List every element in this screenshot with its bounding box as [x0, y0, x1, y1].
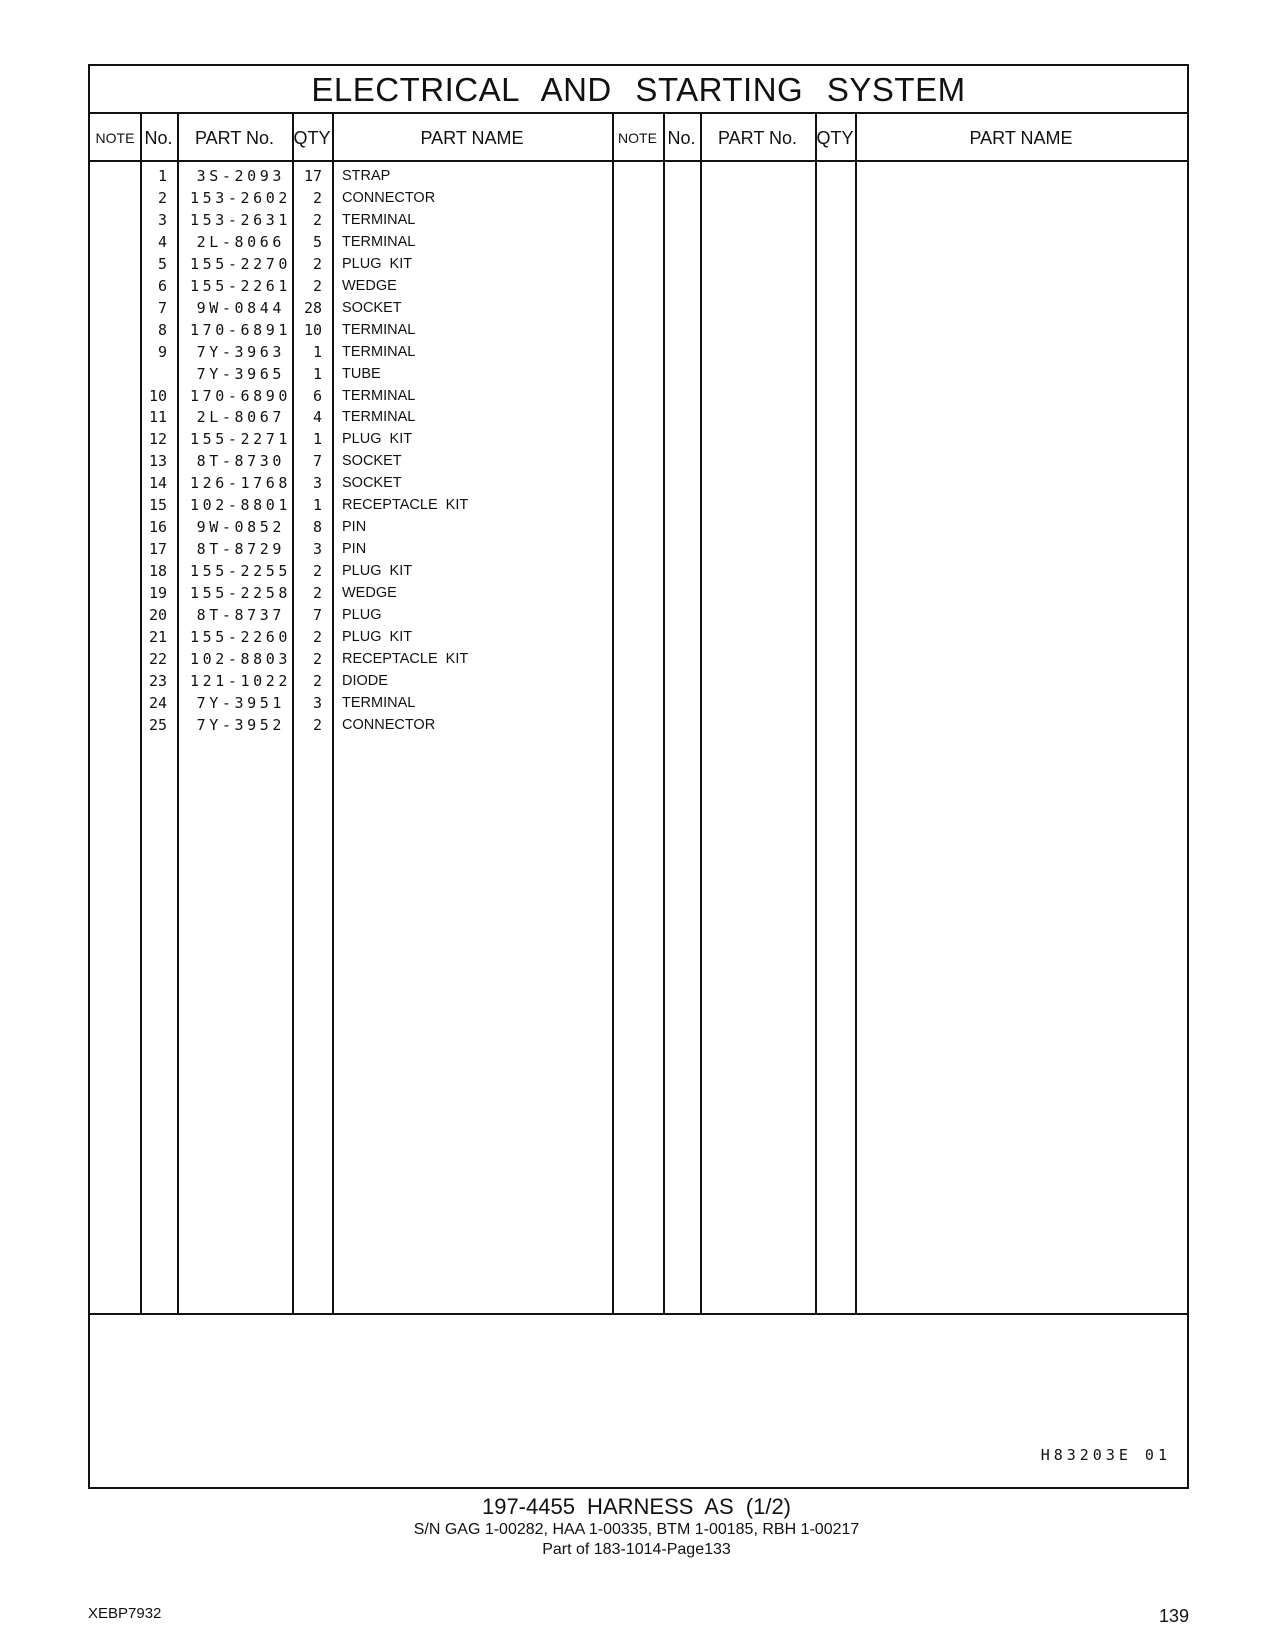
- item-number: 12: [148, 430, 167, 449]
- item-number: 24: [148, 693, 167, 712]
- part-number: 7Y-3952: [196, 715, 285, 734]
- part-number: 155-2260: [190, 627, 292, 646]
- part-number: 153-2631: [190, 210, 292, 229]
- column-divider: [663, 114, 665, 1315]
- item-number: 22: [148, 649, 167, 668]
- part-number: 7Y-3965: [196, 364, 285, 383]
- part-name: PLUG KIT: [342, 563, 413, 580]
- part-number: 155-2255: [190, 562, 292, 581]
- part-name: TERMINAL: [342, 321, 416, 338]
- header-qty-left: QTY: [293, 128, 331, 148]
- part-number: 8T-8737: [196, 606, 285, 624]
- quantity: 4: [312, 408, 322, 427]
- quantity: 3: [312, 474, 322, 493]
- column-divider: [815, 114, 817, 1315]
- table-bottom-divider: [90, 1313, 1187, 1315]
- part-name: TUBE: [342, 365, 381, 382]
- item-number: 11: [148, 408, 167, 427]
- part-name: DIODE: [342, 672, 388, 689]
- part-name: SOCKET: [342, 299, 402, 316]
- item-number: 19: [148, 584, 167, 603]
- item-number: 7: [157, 298, 167, 317]
- quantity: 2: [312, 276, 322, 295]
- item-number: 8: [157, 320, 167, 339]
- column-divider: [855, 114, 857, 1315]
- quantity: 1: [312, 364, 322, 383]
- part-number: 2L-8066: [196, 232, 285, 251]
- item-number: 15: [148, 496, 167, 515]
- quantity: 5: [312, 232, 322, 251]
- column-divider: [332, 114, 334, 1315]
- part-number: 102-8803: [190, 649, 292, 668]
- item-number: 17: [148, 540, 167, 559]
- item-number: 3: [157, 210, 167, 229]
- part-number: 102-8801: [190, 496, 292, 515]
- part-number: 170-6890: [190, 386, 292, 405]
- part-name: WEDGE: [342, 585, 397, 602]
- header-partname-right: PART NAME: [969, 128, 1073, 148]
- part-name: PLUG: [342, 607, 382, 623]
- part-number: 8T-8730: [196, 452, 285, 471]
- header-no-right: No.: [667, 128, 696, 148]
- part-number: 2L-8067: [196, 408, 285, 427]
- quantity: 2: [312, 715, 322, 734]
- part-name: PIN: [342, 519, 367, 536]
- item-number: 21: [148, 627, 167, 646]
- quantity: 8: [312, 518, 322, 537]
- part-number: 9W-0844: [196, 298, 285, 317]
- quantity: 2: [312, 584, 322, 603]
- header-note-right: NOTE: [618, 130, 657, 146]
- part-name: RECEPTACLE KIT: [342, 497, 469, 514]
- part-name: CONNECTOR: [342, 716, 436, 733]
- quantity: 2: [312, 254, 322, 273]
- part-number: 7Y-3951: [196, 693, 285, 712]
- part-number: 155-2271: [190, 430, 292, 449]
- part-number: 153-2602: [190, 188, 292, 207]
- part-name: TERMINAL: [342, 211, 416, 228]
- header-partname-left: PART NAME: [420, 128, 524, 148]
- item-number: 2: [157, 188, 167, 207]
- caption-title: 197-4455 HARNESS AS (1/2): [481, 1494, 792, 1519]
- item-number: 1: [157, 167, 167, 185]
- column-divider: [700, 114, 702, 1315]
- page-number: 139: [1158, 1606, 1189, 1626]
- quantity: 6: [312, 386, 322, 405]
- quantity: 17: [303, 167, 322, 185]
- part-name: CONNECTOR: [342, 189, 436, 206]
- header-qty-right: QTY: [816, 128, 854, 148]
- section-title: ELECTRICAL AND STARTING SYSTEM: [90, 66, 1187, 114]
- part-number: 3S-2093: [196, 167, 285, 185]
- item-number: 16: [148, 518, 167, 537]
- part-name: PLUG KIT: [342, 255, 413, 272]
- quantity: 28: [303, 298, 322, 317]
- header-partno-right: PART No.: [717, 128, 798, 148]
- item-number: 6: [157, 276, 167, 295]
- item-number: 10: [148, 386, 167, 405]
- quantity: 7: [312, 606, 322, 624]
- document-id: XEBP7932: [88, 1605, 162, 1622]
- item-number: 20: [148, 606, 167, 624]
- part-number: 126-1768: [190, 474, 292, 493]
- part-number: 121-1022: [190, 671, 292, 690]
- quantity: 2: [312, 188, 322, 207]
- parts-list-frame: [88, 64, 1189, 1489]
- part-name: PLUG KIT: [342, 628, 413, 645]
- part-number: 155-2258: [190, 584, 292, 603]
- item-number: 25: [148, 715, 167, 734]
- part-name: PLUG KIT: [342, 431, 413, 448]
- part-number: 155-2261: [190, 276, 292, 295]
- item-number: 9: [157, 342, 167, 361]
- column-divider: [612, 114, 614, 1315]
- part-name: TERMINAL: [342, 387, 416, 404]
- quantity: 2: [312, 210, 322, 229]
- part-number: 7Y-3963: [196, 342, 285, 361]
- item-number: 23: [148, 671, 167, 690]
- part-name: PIN: [342, 541, 367, 558]
- quantity: 3: [312, 693, 322, 712]
- header-partno-left: PART No.: [194, 128, 275, 148]
- part-name: TERMINAL: [342, 343, 416, 360]
- part-name: TERMINAL: [342, 409, 416, 426]
- quantity: 2: [312, 649, 322, 668]
- part-name: RECEPTACLE KIT: [342, 650, 469, 667]
- quantity: 1: [312, 430, 322, 449]
- item-number: 4: [157, 232, 167, 251]
- column-divider: [177, 114, 179, 1315]
- illustration-code: H83203E 01: [1040, 1446, 1171, 1464]
- quantity: 2: [312, 562, 322, 581]
- caption-part-of: Part of 183-1014-Page133: [542, 1541, 731, 1558]
- part-name: WEDGE: [342, 277, 397, 294]
- part-number: 155-2270: [190, 254, 292, 273]
- part-number: 8T-8729: [196, 540, 285, 559]
- quantity: 3: [312, 540, 322, 559]
- part-name: SOCKET: [342, 453, 402, 470]
- quantity: 1: [312, 496, 322, 515]
- item-number: 18: [148, 562, 167, 581]
- part-number: 170-6891: [190, 320, 292, 339]
- part-name: TERMINAL: [342, 233, 416, 250]
- header-note-left: NOTE: [95, 130, 135, 146]
- quantity: 2: [312, 627, 322, 646]
- part-name: TERMINAL: [342, 694, 416, 711]
- item-number: 14: [148, 474, 167, 493]
- item-number: 5: [157, 254, 167, 273]
- quantity: 2: [312, 671, 322, 690]
- part-name: STRAP: [342, 168, 391, 184]
- item-number: 13: [148, 452, 167, 471]
- caption-serial-numbers: S/N GAG 1-00282, HAA 1-00335, BTM 1-00185, RBH 1-00217: [413, 1521, 860, 1538]
- header-divider: [90, 160, 1187, 162]
- quantity: 7: [312, 452, 322, 471]
- quantity: 10: [303, 320, 322, 339]
- part-name: SOCKET: [342, 475, 402, 492]
- quantity: 1: [312, 342, 322, 361]
- part-number: 9W-0852: [196, 518, 285, 537]
- header-no-left: No.: [144, 128, 173, 148]
